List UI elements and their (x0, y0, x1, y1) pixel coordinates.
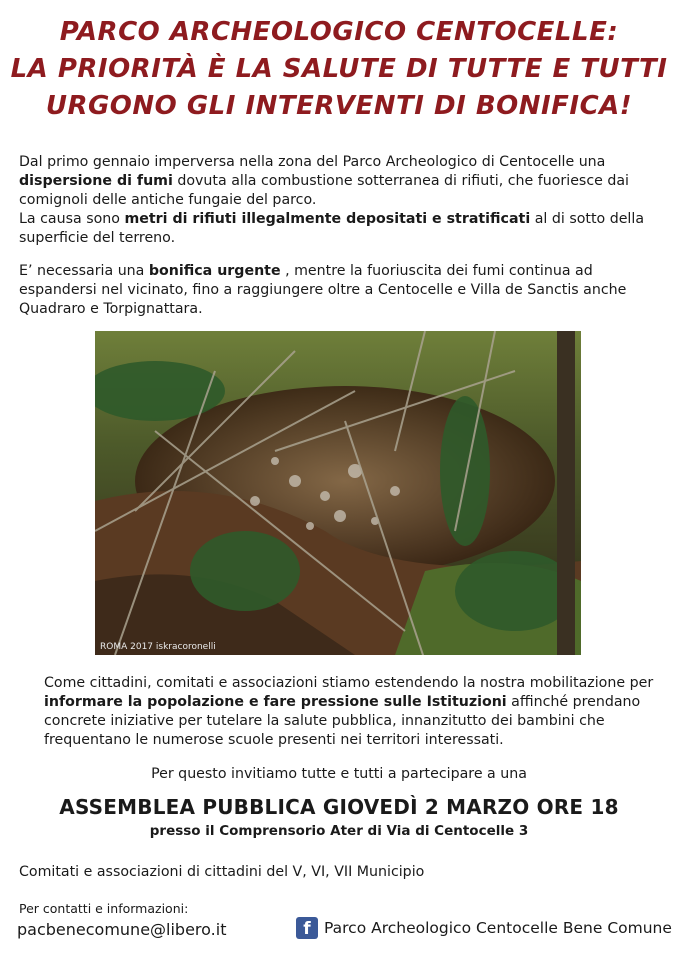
contacts-label: Per contatti e informazioni: (19, 901, 189, 916)
reclamation-text: E’ necessaria una (19, 263, 149, 279)
organizers-text: Comitati e associazioni di cittadini del V, VI, VII Municipio (19, 864, 425, 880)
mobilization-paragraph (44, 674, 664, 750)
invitation-text: Per questo invitiamo tutte e tutti a partecipare a una (151, 766, 527, 782)
title-line-2: LA PRIORITÀ È LA SALUTE DI TUTTE E TUTTI (10, 54, 668, 84)
title-line-3: URGONO GLI INTERVENTI DI BONIFICA! (45, 91, 633, 121)
intro-emphasis-waste: metri di rifiuti illegalmente depositati e stratificati (124, 211, 531, 227)
facebook-page-name: Parco Archeologico Centocelle Bene Comune (324, 919, 672, 937)
intro-text: La causa sono (19, 211, 125, 227)
mobilization-text: Come cittadini, comitati e associazioni stiamo estendendo la nostra mobilitazione per (44, 675, 654, 691)
intro-text: dovuta alla combustione sotterranea di rifiuti, che fuoriesce dai comignoli delle antiche fungaie del parco. (19, 173, 629, 208)
intro-text: Dal primo gennaio imperversa nella zona del Parco Archeologico di Centocelle una (19, 154, 606, 170)
intro-text: al di sotto della superficie del terreno. (19, 211, 645, 246)
facebook-icon: f (296, 917, 318, 939)
mobilization-text: affinché prendano concrete iniziative per tutelare la salute pubblica, innanzitutto dei bambini che frequentano le numerose scuole presenti nei territori interessati. (44, 694, 641, 748)
title-line-1: PARCO ARCHEOLOGICO CENTOCELLE: (59, 17, 619, 47)
mobilization-emphasis: informare la popolazione e fare pressione sulle Istituzioni (44, 694, 507, 710)
reclamation-text: , mentre la fuoriuscita dei fumi continua ad espandersi nel vicinato, fino a raggiungere oltre a Centocelle e Villa de Sanctis anche Quadraro e Torpignattara. (19, 263, 627, 317)
reclamation-paragraph (19, 262, 659, 319)
assembly-headline: ASSEMBLEA PUBBLICA GIOVEDÌ 2 MARZO ORE 18 (59, 795, 619, 819)
photo-credit: ROMA 2017 iskracoronelli (100, 642, 216, 652)
intro-paragraph (19, 153, 659, 248)
contact-email[interactable]: pacbenecomune@libero.it (17, 920, 227, 939)
intro-emphasis-smoke: dispersione di fumi (19, 173, 173, 189)
waste-photo (95, 331, 581, 655)
facebook-page-link[interactable] (296, 917, 672, 939)
waste-photo-illustration (95, 331, 581, 655)
assembly-venue: presso il Comprensorio Ater di Via di Centocelle 3 (149, 823, 529, 839)
reclamation-emphasis: bonifica urgente (148, 263, 281, 279)
poster-title (0, 14, 678, 125)
